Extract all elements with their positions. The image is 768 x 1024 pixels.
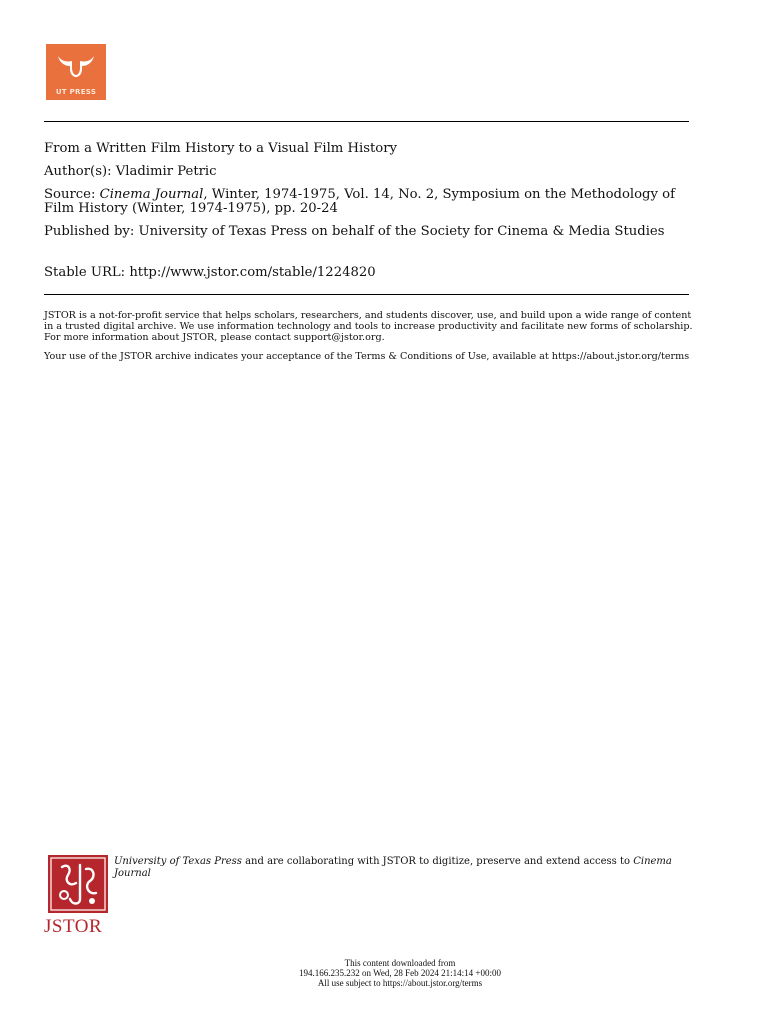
terms-notice: Your use of the JSTOR archive indicates your acceptance of the Terms & Conditions of Use, available at https://about.jstor.org/terms (44, 351, 690, 362)
mid-rule (44, 294, 689, 295)
collab-middle: and are collaborating with JSTOR to digitize, preserve and extend access to (241, 856, 634, 867)
stable-url-line (44, 266, 694, 280)
stable-url-label: Stable URL: (44, 265, 126, 280)
author-value: Vladimir Petric (115, 164, 217, 179)
article-title: From a Written Film History to a Visual Film History (44, 141, 397, 156)
ut-press-logo (46, 44, 106, 100)
publisher-line (44, 225, 694, 239)
publisher-value: University of Texas Press on behalf of the Society for Cinema & Media Studies (138, 224, 665, 239)
jstor-notice: JSTOR is a not-for-profit service that helps scholars, researchers, and students discover, use, and build upon a wide range of content in a trusted digital archive. We use information technology and tools to increase productivity and facilitate new forms of scholarship. For more information about JSTOR, please contact support@jstor.org. (44, 310, 693, 343)
publisher-label: Published by: (44, 224, 135, 239)
source-details: , Winter, 1974-1975, Vol. 14, No. 2, Symposium on the Methodology of Film History (Winter, 1974-1975), pp. 20-24 (44, 187, 675, 216)
collab-publisher: University of Texas Press (114, 856, 242, 867)
jstor-wordmark: JSTOR (44, 916, 103, 937)
author-label: Author(s): (44, 164, 112, 179)
footer-line-3: All use subject to https://about.jstor.org/terms (317, 978, 483, 988)
author-line (44, 165, 694, 179)
jstor-emblem-icon (48, 855, 108, 913)
collaboration-statement (114, 856, 674, 879)
top-rule (44, 121, 689, 122)
footer-line-1: This content downloaded from (344, 958, 456, 968)
source-label: Source: (44, 187, 96, 202)
source-line (44, 188, 694, 216)
collab-journal: Cinema Journal (114, 856, 672, 879)
longhorn-icon (56, 52, 96, 78)
jstor-logo (48, 855, 108, 913)
stable-url-link[interactable]: http://www.jstor.com/stable/1224820 (129, 265, 376, 280)
logo-text: UT PRESS (55, 88, 97, 96)
footer-line-2: 194.166.235.232 on Wed, 28 Feb 2024 21:14:14 +00:00 (299, 968, 501, 978)
source-journal: Cinema Journal (99, 187, 204, 202)
download-footer (190, 958, 610, 988)
